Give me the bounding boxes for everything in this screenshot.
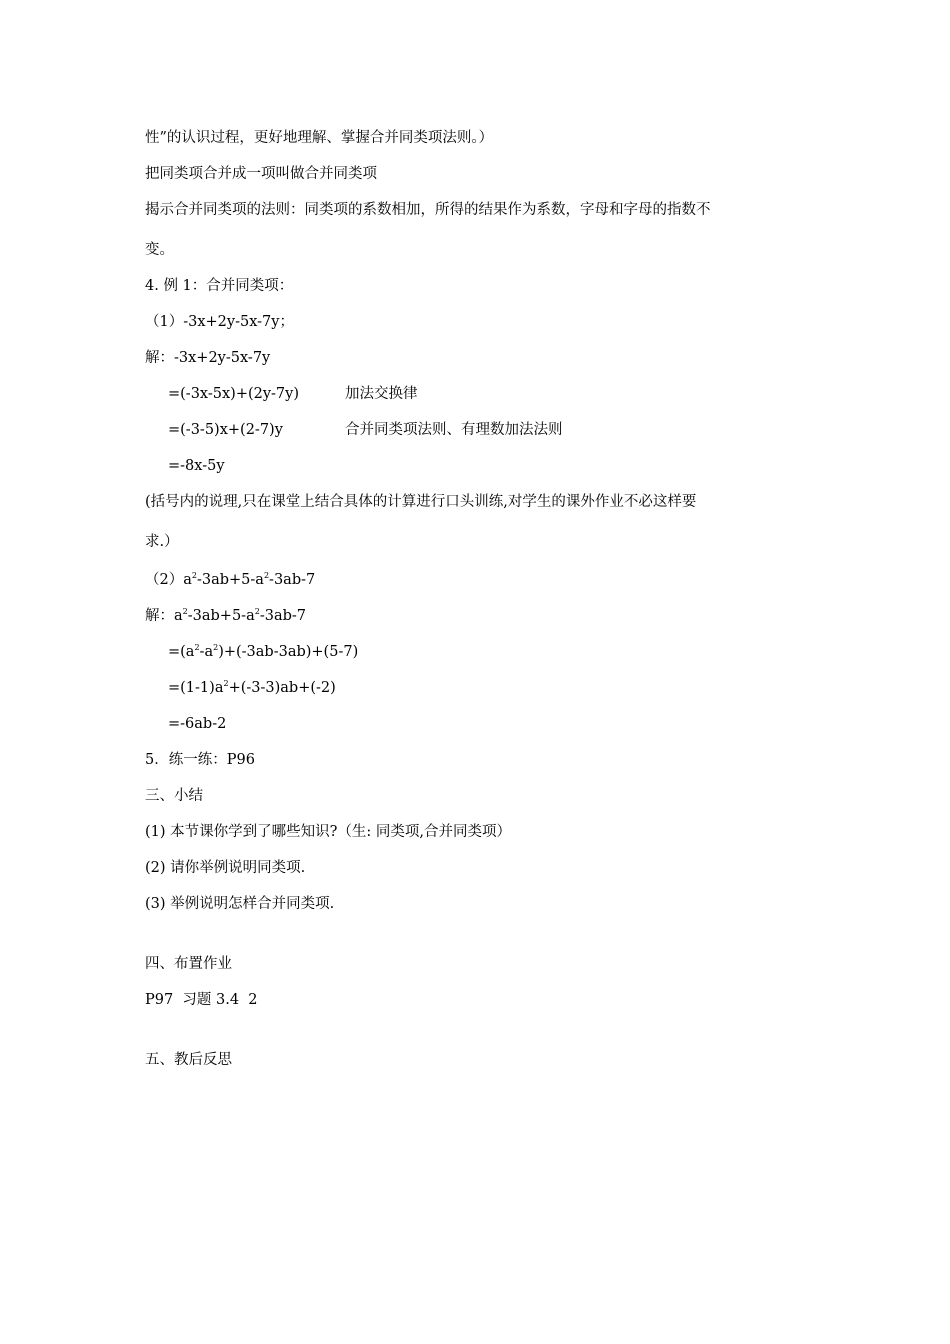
reflection-heading: 五、教后反思	[145, 1052, 232, 1068]
teaching-note: (括号内的说理,只在课堂上结合具体的计算进行口头训练,对学生的课外作业不必这样要	[145, 494, 697, 510]
example2-step2: $=(1-1)a^2+(-3-3)ab+(-2)$	[168, 679, 336, 696]
practice-line: 5．练一练：P96	[145, 752, 255, 768]
summary-heading: 三、小结	[145, 788, 203, 804]
example2-result: =-6ab-2	[168, 716, 227, 732]
summary-item-1: (1) 本节课你学到了哪些知识?（生: 同类项,合并同类项）	[145, 824, 512, 840]
example1-step2: =(-3-5)x+(2-7)y	[168, 422, 283, 438]
summary-item-2: (2) 请你举例说明同类项.	[145, 860, 306, 876]
example1-question: （1）-3x+2y-5x-7y；	[145, 314, 294, 330]
example1-step1-note: 加法交换律	[345, 386, 418, 402]
homework-item: P97 习题 3.4 2	[145, 992, 258, 1008]
example1-step1: =(-3x-5x)+(2y-7y)	[168, 386, 300, 402]
paragraph-continuation: 性”的认识过程，更好地理解、掌握合并同类项法则。）	[145, 130, 494, 146]
example1-result: =-8x-5y	[168, 458, 225, 474]
homework-heading: 四、布置作业	[145, 956, 232, 972]
example2-question: $(2)a^2-3ab+5-a^2-3ab-7$	[145, 571, 316, 588]
summary-item-3: (3) 举例说明怎样合并同类项.	[145, 896, 335, 912]
example1-solution-start: 解：-3x+2y-5x-7y	[145, 350, 271, 366]
example1-step2-note: 合并同类项法则、有理数加法法则	[345, 422, 563, 438]
rule-line: 揭示合并同类项的法则：同类项的系数相加，所得的结果作为系数，字母和字母的指数不	[145, 202, 711, 218]
rule-line-end: 变。	[145, 242, 174, 258]
example2-step1: $=(a^2-a^2)+(-3ab-3ab)+(5-7)$	[168, 643, 359, 660]
example-heading: 4. 例 1：合并同类项：	[145, 278, 294, 294]
example2-solution-start: 解：$a^2-3ab+5-a^2-3ab-7$	[145, 607, 307, 624]
teaching-note-end: 求.）	[145, 534, 179, 550]
definition-line: 把同类项合并成一项叫做合并同类项	[145, 166, 377, 182]
